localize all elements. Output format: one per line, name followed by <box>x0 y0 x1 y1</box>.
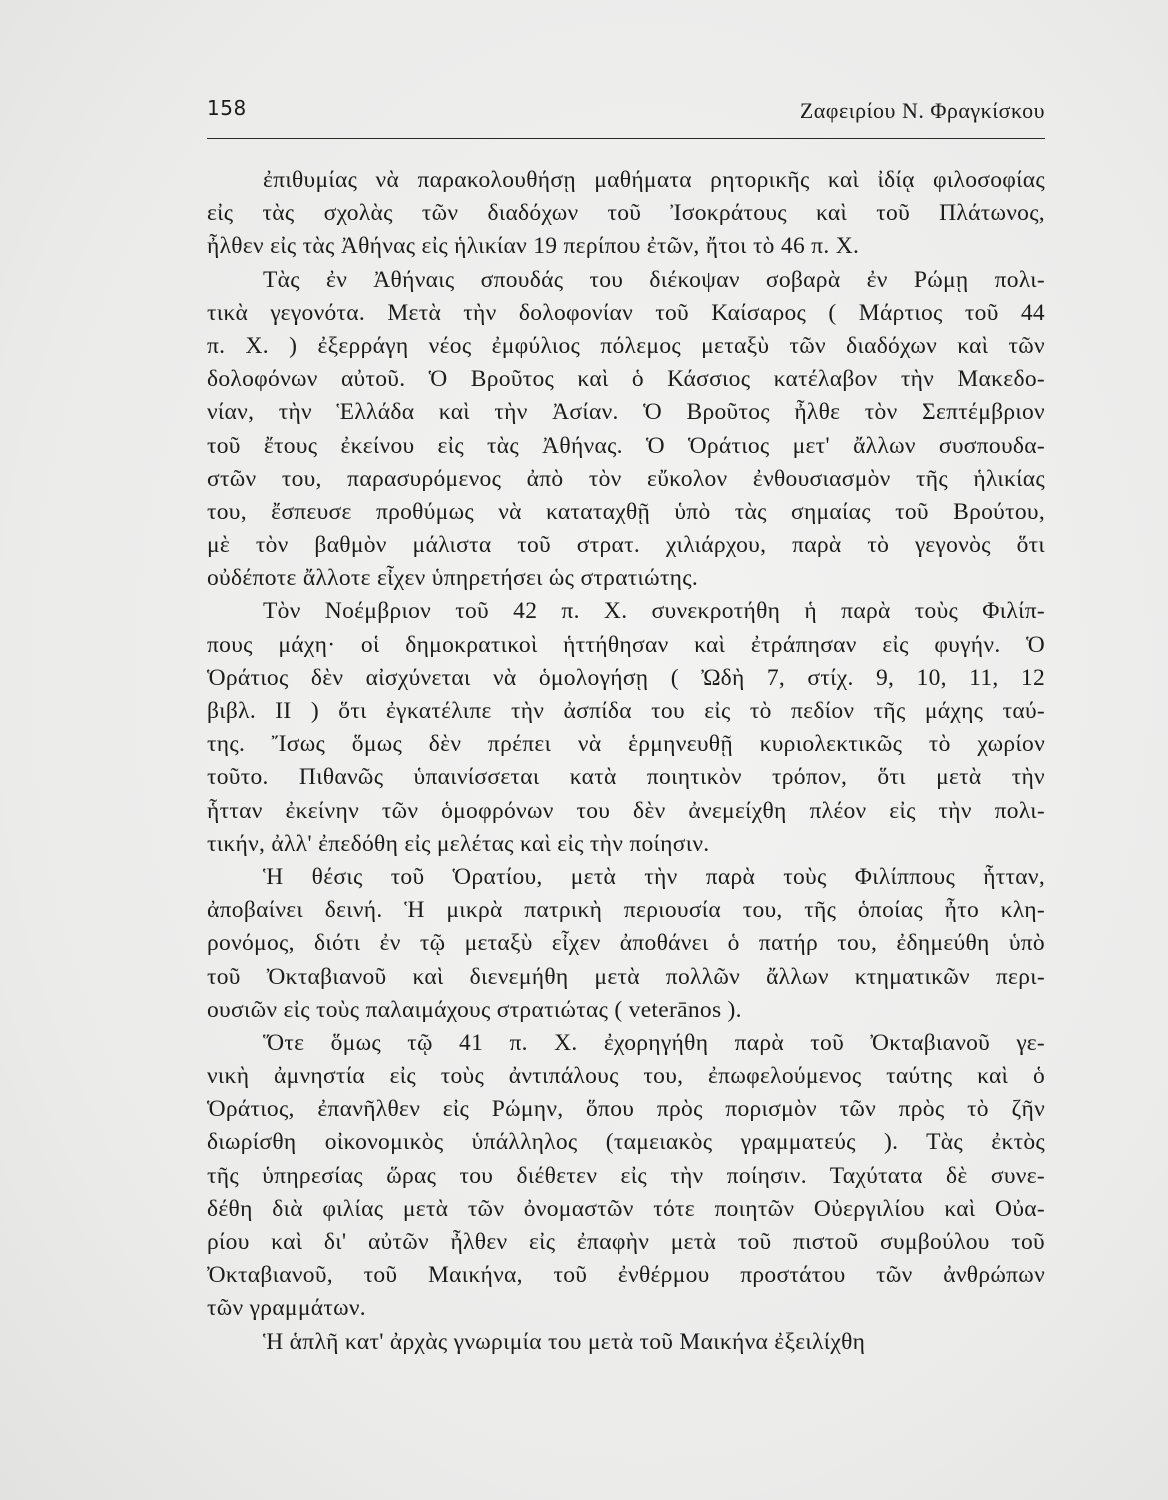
text-line: Τὸν Νοέμβριον τοῦ 42 π. Χ. συνεκροτήθη ἡ παρὰ τοὺς Φιλίπ- <box>263 598 1045 625</box>
text-line: εἰς τὰς σχολὰς τῶν διαδόχων τοῦ Ἰσοκράτους καὶ τοῦ Πλάτωνος, <box>207 200 1045 227</box>
text-line: Ἡ ἁπλῆ κατ' ἀρχὰς γνωριμία του μετὰ τοῦ Μαικήνα ἐξειλίχθη <box>263 1328 866 1355</box>
text-line: Ἡ θέσις τοῦ Ὁρατίου, μετὰ τὴν παρὰ τοὺς Φιλίππους ἧτταν, <box>263 863 1045 890</box>
page-header <box>207 92 1045 139</box>
text-line: τικὰ γεγονότα. Μετὰ τὴν δολοφονίαν τοῦ Καίσαρος ( Μάρτιος τοῦ 44 <box>207 299 1045 326</box>
text-line: ἧτταν ἐκείνην τῶν ὁμοφρόνων του δὲν ἀνεμείχθη πλέον εἰς τὴν πολι- <box>207 797 1045 824</box>
text-line: στῶν του, παρασυρόμενος ἀπὸ τὸν εὔκολον ἐνθουσιασμὸν τῆς ἡλικίας <box>207 465 1045 492</box>
running-head: Ζαφειρίου Ν. Φραγκίσκου <box>799 98 1045 123</box>
text-line: Ὁράτιος δὲν αἰσχύνεται νὰ ὁμολογήσῃ ( Ὠδὴ 7, στίχ. 9, 10, 11, 12 <box>207 664 1045 691</box>
text-line: Τὰς ἐν Ἀθήναις σπουδάς του διέκοψαν σοβαρὰ ἐν Ρώμῃ πολι- <box>263 266 1045 293</box>
text-line: ἀποβαίνει δεινή. Ἡ μικρὰ πατρικὴ περιουσία του, τῆς ὁποίας ἦτο κλη- <box>207 897 1045 924</box>
paragraph <box>207 1027 1045 1326</box>
text-line: τῶν γραμμάτων. <box>207 1295 366 1322</box>
text-line: ρίου καὶ δι' αὐτῶν ἦλθεν εἰς ἐπαφὴν μετὰ τοῦ πιστοῦ συμβούλου τοῦ <box>207 1229 1045 1255</box>
text-line: τῆς ὑπηρεσίας ὥρας του διέθετεν εἰς τὴν ποίησιν. Ταχύτατα δὲ συνε- <box>207 1162 1045 1189</box>
text-line: βιβλ. ΙΙ ) ὅτι ἐγκατέλιπε τὴν ἀσπίδα του εἰς τὸ πεδίον τῆς μάχης ταύ- <box>207 698 1045 724</box>
text-line: δολοφόνων αὐτοῦ. Ὁ Βροῦτος καὶ ὁ Κάσσιος κατέλαβον τὴν Μακεδο- <box>207 366 1045 393</box>
text-line: τοῦ ἔτους ἐκείνου εἰς τὰς Ἀθήνας. Ὁ Ὁράτιος μετ' ἄλλων συσπουδα- <box>207 432 1045 459</box>
text-line: μὲ τὸν βαθμὸν μάλιστα τοῦ στρατ. χιλιάρχου, παρὰ τὸ γεγονὸς ὅτι <box>207 532 1045 559</box>
paragraph <box>207 164 1045 264</box>
paragraph <box>207 1326 1045 1359</box>
body-text <box>207 164 1045 1359</box>
text-line: Ὅτε ὅμως τῷ 41 π. Χ. ἐχορηγήθη παρὰ τοῦ Ὀκταβιανοῦ γε- <box>263 1029 1045 1056</box>
paragraph <box>207 595 1045 861</box>
paragraph <box>207 264 1045 596</box>
text-line: π. Χ. ) ἐξερράγη νέος ἐμφύλιος πόλεμος μεταξὺ τῶν διαδόχων καὶ τῶν <box>207 332 1045 359</box>
text-line: Ὀκταβιανοῦ, τοῦ Μαικήνα, τοῦ ἐνθέρμου προστάτου τῶν ἀνθρώπων <box>207 1262 1045 1289</box>
text-line: τοῦτο. Πιθανῶς ὑπαινίσσεται κατὰ ποιητικὸν τρόπον, ὅτι μετὰ τὴν <box>207 764 1045 791</box>
text-line: της. Ἴσως ὅμως δὲν πρέπει νὰ ἑρμηνευθῇ κυριολεκτικῶς τὸ χωρίον <box>207 731 1045 758</box>
text-line: Ὁράτιος, ἐπανῆλθεν εἰς Ρώμην, ὅπου πρὸς πορισμὸν τῶν πρὸς τὸ ζῆν <box>207 1096 1045 1123</box>
text-line: διωρίσθη οἰκονομικὸς ὑπάλληλος (ταμειακὸς γραμματεύς ). Τὰς ἐκτὸς <box>207 1129 1045 1156</box>
text-line: ρονόμος, διότι ἐν τῷ μεταξὺ εἶχεν ἀποθάνει ὁ πατήρ του, ἐδημεύθη ὑπὸ <box>207 930 1045 957</box>
text-line: πους μάχη· οἱ δημοκρατικοὶ ἡττήθησαν καὶ ἐτράπησαν εἰς φυγήν. Ὁ <box>207 631 1045 658</box>
text-line: νίαν, τὴν Ἑλλάδα καὶ τὴν Ἀσίαν. Ὁ Βροῦτος ἦλθε τὸν Σεπτέμβριον <box>207 399 1045 426</box>
text-line: δέθη διὰ φιλίας μετὰ τῶν ὀνομαστῶν τότε ποιητῶν Οὐεργιλίου καὶ Οὐα- <box>207 1195 1045 1222</box>
text-line: ἦλθεν εἰς τὰς Ἀθήνας εἰς ἡλικίαν 19 περίπου ἐτῶν, ἤτοι τὸ 46 π. Χ. <box>207 233 860 260</box>
paragraph <box>207 861 1045 1027</box>
text-line: οὐδέποτε ἄλλοτε εἶχεν ὑπηρετήσει ὡς στρατιώτης. <box>207 565 699 592</box>
page-number: 158 <box>207 96 247 120</box>
text-line: τικήν, ἀλλ' ἐπεδόθη εἰς μελέτας καὶ εἰς τὴν ποίησιν. <box>207 830 710 857</box>
text-line: ἐπιθυμίας νὰ παρακολουθήσῃ μαθήματα ρητορικῆς καὶ ἰδίᾳ φιλοσοφίας <box>263 167 1045 193</box>
text-line: του, ἔσπευσε προθύμως νὰ καταταχθῇ ὑπὸ τὰς σημαίας τοῦ Βρούτου, <box>207 498 1045 525</box>
text-line: νικὴ ἀμνηστία εἰς τοὺς ἀντιπάλους του, ἐπωφελούμενος ταύτης καὶ ὁ <box>207 1063 1045 1090</box>
text-line: τοῦ Ὀκταβιανοῦ καὶ διενεμήθη μετὰ πολλῶν ἄλλων κτηματικῶν περι- <box>207 963 1045 990</box>
text-line: ουσιῶν εἰς τοὺς παλαιμάχους στρατιώτας ( veterānos ). <box>207 996 742 1023</box>
